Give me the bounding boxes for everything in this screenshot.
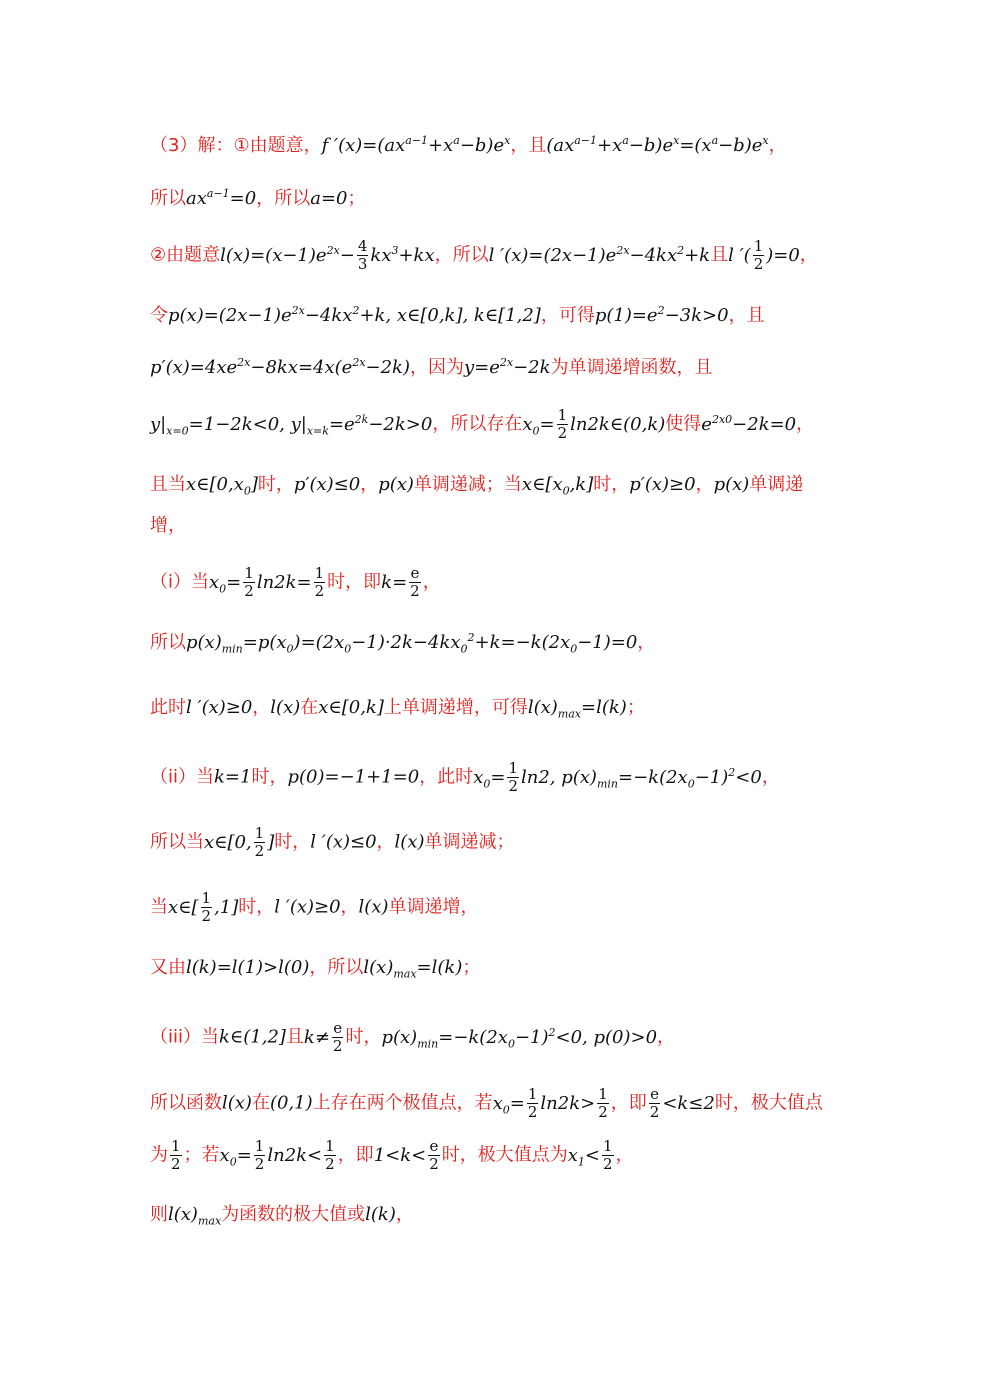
math-expression: f $'(x)=(ax^{a-1}+x^a-b)e^x$ <box>321 134 511 156</box>
chinese-text: ，所以 <box>256 188 311 209</box>
math-expression: $x_0=$ $\frac{1}{2}$ ln2k= $\frac{1}{2}$ <box>209 564 325 600</box>
chinese-text: ，所以 <box>309 957 364 978</box>
chinese-text: 在 <box>251 1092 270 1114</box>
math-expression: $p'(x)=4xe^{2x}-8kx=4x(e^{2x}-2k)$ <box>150 356 410 378</box>
chinese-text: ，所以存在 <box>432 413 523 435</box>
chinese-text: ， <box>796 413 815 435</box>
chinese-text: ， <box>695 474 714 495</box>
chinese-text: ； <box>347 188 366 209</box>
chinese-text: 使得 <box>665 413 702 435</box>
chinese-text: （ii）当 <box>150 766 215 788</box>
chinese-text: （i）当 <box>150 571 210 593</box>
math-expression: k=1 <box>214 766 252 788</box>
solution-line <box>150 890 838 925</box>
math-expression: l ′(x)≥0 <box>186 697 253 718</box>
chinese-text: 为函数的极大值或 <box>221 1204 366 1225</box>
chinese-text: ，且 <box>728 305 765 326</box>
math-expression: 1<k< $\frac{e}{2}$ <box>373 1137 439 1173</box>
math-expression: $l(x)_{max}=l(k)$ <box>363 957 463 981</box>
chinese-text: 时，即 <box>327 571 382 593</box>
chinese-text: ， <box>761 766 780 788</box>
math-expression: $p(x)_{min}=-k(2x_0-1)^2<0$, p(0)>0 <box>381 1025 658 1051</box>
chinese-text: 单调递 <box>749 474 804 495</box>
chinese-text: ， <box>376 831 395 853</box>
chinese-text: 且 <box>710 244 729 266</box>
chinese-text: 当 <box>150 896 168 918</box>
math-expression: $(ax^{a-1}+x^a-b)e^x=(x^a-b)e^x$ <box>546 134 769 156</box>
math-expression: x∈[ $\frac{1}{2}$ ,1] <box>168 889 239 925</box>
math-expression: $x\in[0,x_0]$ <box>186 474 258 498</box>
math-expression: $l(x)_{max}=l(k)$ <box>527 697 627 721</box>
chinese-text: 时， <box>345 1026 382 1048</box>
math-expression: l $'(x)=(2x-1)e^{2x}-4kx^2+k$ <box>488 243 711 266</box>
chinese-text: 且当 <box>150 474 186 495</box>
solution-line <box>150 472 838 498</box>
chinese-text: ，所以 <box>434 244 489 266</box>
solution-line <box>150 186 838 212</box>
chinese-text: ， <box>657 1026 676 1048</box>
math-expression: $e^{2x0}-2k=0$ <box>701 412 797 435</box>
chinese-text: 单调递减；当 <box>413 474 522 495</box>
math-expression: $\frac{e}{2}$ <k≤2 <box>649 1085 715 1121</box>
chinese-text: 时， <box>274 831 311 853</box>
math-expression: $\frac{1}{2}$ <box>171 1137 181 1173</box>
chinese-text: ， <box>252 697 271 718</box>
solution-line <box>150 565 838 600</box>
math-expression: p′(x)≤0 <box>293 474 361 495</box>
solution-line <box>150 1020 838 1055</box>
chinese-text: 且 <box>285 1026 304 1048</box>
math-expression: $l(x)=(x-1)e^{2x}-$ $\frac{4}{3}$ $kx^3+kx$ <box>220 237 435 273</box>
chinese-text: 时，极大值点为 <box>441 1144 568 1166</box>
math-expression: (0,1) <box>269 1092 313 1114</box>
solution-line <box>150 695 838 721</box>
math-expression: $y|_{x=0}=1-2k<0$, $y|_{x=k}=e^{2k}-2k>0$ <box>150 412 433 438</box>
chinese-text: 上单调递增，可得 <box>383 697 528 718</box>
math-expression: $p(1)=e^2-3k>0$ <box>594 304 729 326</box>
chinese-text: 单调递增， <box>388 896 479 918</box>
math-expression: $p(x)_{min}=p(x_0)=(2x_0-1)\cdot 2k-4kx_0^2+k=-k(2x_0-1)=0$ <box>186 631 638 656</box>
solution-line <box>150 355 838 381</box>
math-expression: l ′(x)≥0 <box>274 896 341 918</box>
math-expression: l(x) <box>394 831 425 853</box>
chinese-text: 又由 <box>150 957 186 978</box>
chinese-text: 所以 <box>150 188 186 209</box>
solution-line <box>150 238 838 273</box>
chinese-text: 时， <box>593 474 630 495</box>
chinese-text: 上存在两个极值点，若 <box>312 1092 493 1114</box>
chinese-text: ， <box>360 474 379 495</box>
math-expression: a=0 <box>310 188 348 209</box>
solution-line <box>150 760 838 795</box>
chinese-text: ； <box>626 697 645 718</box>
math-expression: k= $\frac{e}{2}$ <box>381 564 420 600</box>
math-expression: l ′(x)≤0 <box>310 831 377 853</box>
chinese-text: ； <box>462 957 481 978</box>
math-expression: x∈[0,k] <box>318 697 384 718</box>
chinese-text: 在 <box>300 697 319 718</box>
chinese-text: 时，极大值点 <box>714 1092 823 1114</box>
chinese-text: 所以函数 <box>150 1092 222 1114</box>
math-expression: l(k) <box>365 1204 396 1225</box>
chinese-text: 为 <box>150 1144 168 1166</box>
chinese-text: ；若 <box>183 1144 220 1166</box>
chinese-text: 单调递减； <box>424 831 515 853</box>
math-expression: k≠ $\frac{e}{2}$ <box>303 1019 343 1055</box>
solution-line <box>150 955 838 981</box>
math-expression: $x_1<$ $\frac{1}{2}$ <box>567 1137 613 1173</box>
math-expression: $x_0=$ $\frac{1}{2}$ ln2k< $\frac{1}{2}$ <box>219 1137 335 1173</box>
chinese-text: 所以当 <box>150 831 204 853</box>
chinese-text: 时， <box>257 474 294 495</box>
chinese-text: ②由题意 <box>150 244 221 266</box>
solution-line <box>150 407 838 442</box>
math-expression: $x_0=$ $\frac{1}{2}$ ln2, $p(x)_{min}=-k(2x_0-1)^2<0$ <box>473 759 762 795</box>
math-expression: l(k)=l(1)>l(0) <box>186 957 310 978</box>
chinese-text: ， <box>615 1144 634 1166</box>
math-expression: k∈(1,2] <box>219 1026 286 1048</box>
solution-line <box>150 1138 838 1173</box>
math-expression: p(x) <box>713 474 750 495</box>
chinese-text: 所以 <box>150 632 186 653</box>
math-expression: $x_0=$ $\frac{1}{2}$ ln2k∈(0,k) <box>522 406 666 442</box>
chinese-text: 时， <box>251 766 288 788</box>
chinese-text: 则 <box>150 1204 168 1225</box>
solution-line <box>150 133 838 159</box>
solution-line <box>150 513 838 539</box>
chinese-text: ，即 <box>610 1092 647 1114</box>
chinese-text: ， <box>799 244 818 266</box>
chinese-text: ， <box>395 1204 414 1225</box>
chinese-text: 增， <box>150 515 186 536</box>
chinese-text: ， <box>340 896 359 918</box>
math-expression: $y=e^{2x}-2k$ <box>463 356 551 378</box>
chinese-text: ，且 <box>510 135 547 156</box>
math-expression: p(x) <box>378 474 414 495</box>
chinese-text: ，即 <box>337 1144 374 1166</box>
chinese-text: ，此时 <box>419 766 474 788</box>
math-expression: $p(x)=(2x-1)e^{2x}-4kx^2+k$, x∈[0,k], k∈[1,2] <box>168 304 541 326</box>
chinese-text: ，可得 <box>540 305 595 326</box>
chinese-text: ，因为 <box>409 357 464 378</box>
math-expression: $l(x)_{max}$ <box>168 1204 222 1228</box>
math-expression: $x_0=$ $\frac{1}{2}$ ln2k> $\frac{1}{2}$ <box>492 1085 608 1121</box>
math-expression: p′(x)≥0 <box>629 474 696 495</box>
chinese-text: 此时 <box>150 697 186 718</box>
math-expression: l(x) <box>358 896 389 918</box>
chinese-text: 为单调递增函数，且 <box>550 357 713 378</box>
chinese-text: （3）解：①由题意， <box>150 135 322 156</box>
math-expression: p(0)=−1+1=0 <box>287 766 420 788</box>
chinese-text: 令 <box>150 305 168 326</box>
chinese-text: ， <box>637 632 656 653</box>
chinese-text: 时， <box>238 896 275 918</box>
solution-line <box>150 630 838 656</box>
math-expression: $ax^{a-1}=0$ <box>186 187 257 209</box>
solution-line <box>150 825 838 860</box>
chinese-text: （iii）当 <box>150 1026 220 1048</box>
solution-line <box>150 303 838 329</box>
math-expression: l(x) <box>222 1092 252 1114</box>
math-expression: $x\in[x_0,k]$ <box>521 474 594 498</box>
solution-line <box>150 1086 838 1121</box>
math-expression: l ′( $\frac{1}{2}$ )=0 <box>728 237 800 273</box>
solution-line <box>150 1202 838 1228</box>
chinese-text: ， <box>422 571 441 593</box>
math-expression: l(x) <box>270 697 301 718</box>
chinese-text: ， <box>768 135 787 156</box>
math-expression: x∈[0, $\frac{1}{2}$ ] <box>204 824 275 860</box>
